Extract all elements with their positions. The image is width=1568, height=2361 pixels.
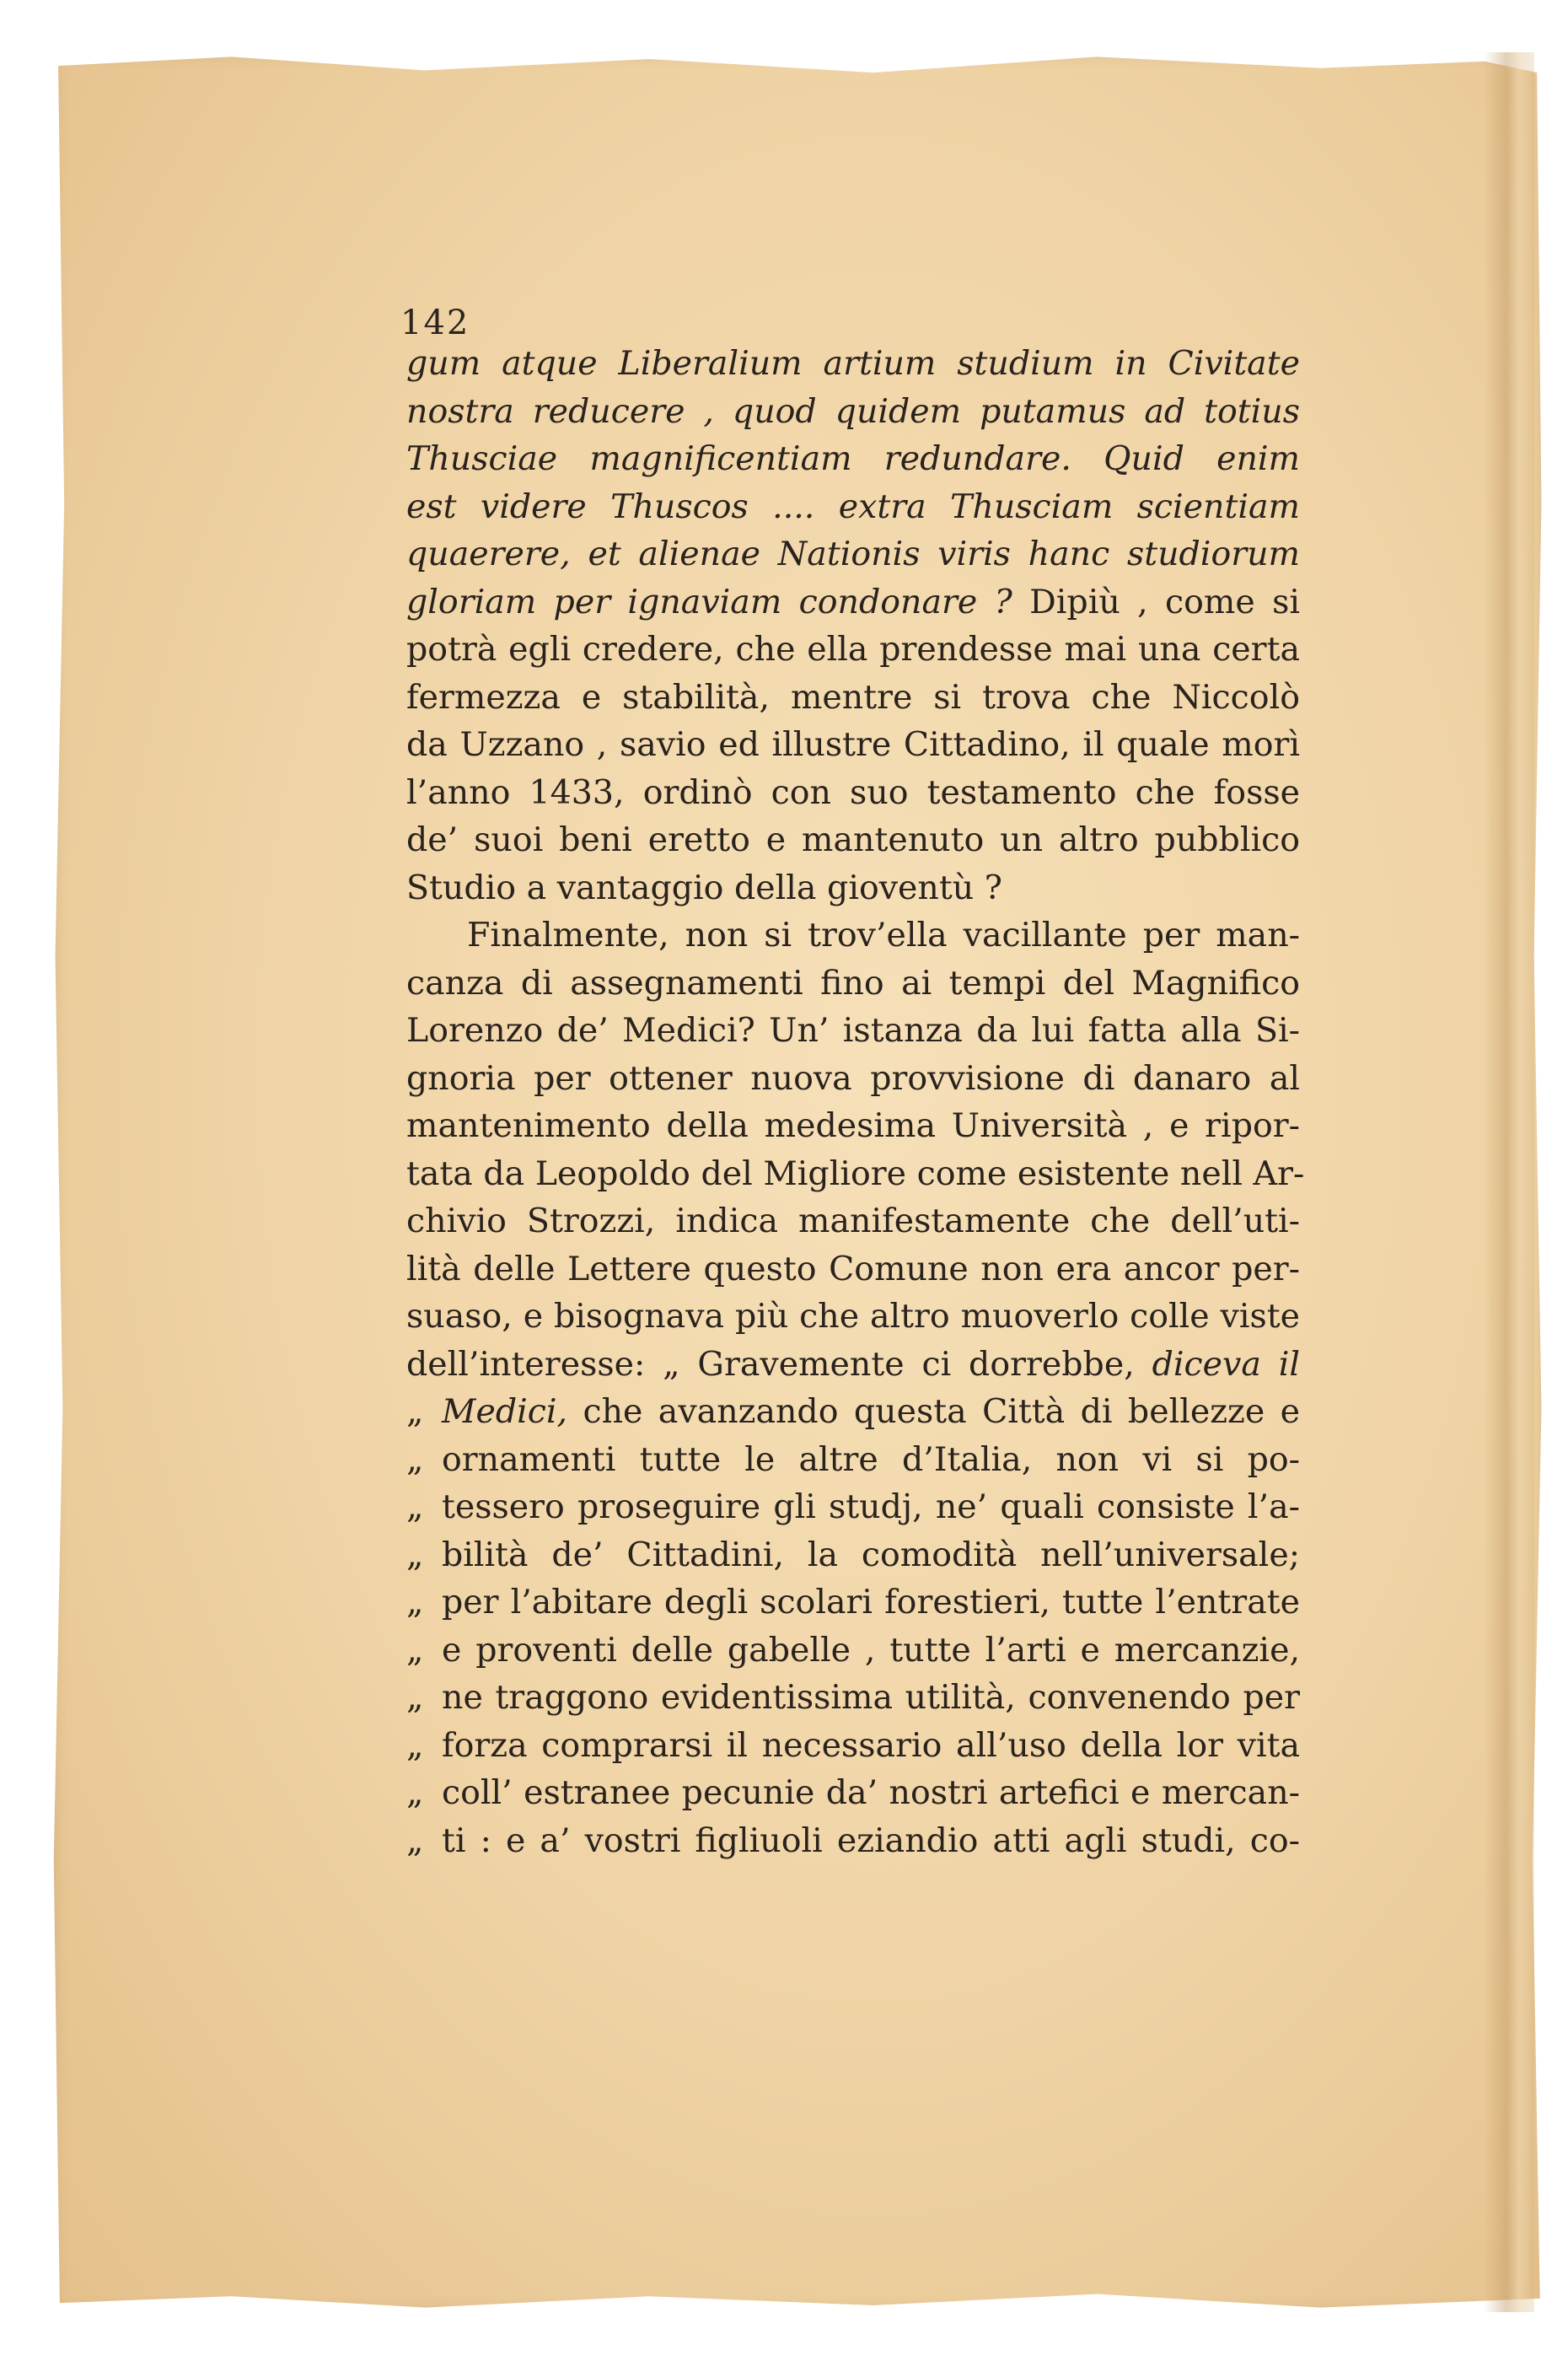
roman-text: gnoria per ottener nuova provvisione di danaro al: [406, 1058, 1300, 1098]
text-line: [406, 1578, 1300, 1627]
text-line: [406, 864, 1300, 912]
text-line: [406, 1150, 1305, 1198]
roman-text: potrà egli credere, che ella prendesse mai una certa: [406, 630, 1300, 669]
text-line: [406, 1197, 1300, 1245]
roman-text: che avanzando questa Città di bellezze e: [567, 1392, 1300, 1431]
roman-text: ti : e a’ vostri figliuoli eziandio atti agli studi, co-: [442, 1820, 1300, 1860]
text-line: [406, 1531, 1300, 1579]
roman-text: l’anno 1433, ordinò con suo testamento che fosse: [406, 772, 1300, 812]
text-line: [406, 1055, 1300, 1103]
text-line: [406, 435, 1300, 483]
text-line: [406, 1341, 1300, 1389]
text-line: [406, 1817, 1300, 1865]
page-fold-edge: [1484, 52, 1534, 2312]
italic-text: nostra reducere , quod quidem putamus ad totius: [406, 391, 1300, 431]
roman-text: coll’ estranee pecunie da’ nostri artefici e mercan-: [442, 1773, 1300, 1812]
text-line: [406, 960, 1300, 1008]
quote-mark: „: [406, 1678, 424, 1717]
italic-text: diceva il: [1134, 1344, 1300, 1384]
text-line: [406, 816, 1300, 864]
text-line: [406, 1293, 1300, 1341]
quote-mark: „: [406, 1820, 424, 1860]
text-line: [406, 674, 1300, 722]
text-line: [406, 1007, 1300, 1055]
quote-mark: „: [406, 1487, 424, 1526]
italic-text: gloriam per ignaviam condonare ?: [406, 582, 1012, 621]
quote-mark: „: [406, 1392, 424, 1431]
roman-text: ne traggono evidentissima utilità, convenendo per: [442, 1678, 1300, 1717]
roman-text: de’ suoi beni eretto e mantenuto un altro pubblico: [406, 820, 1300, 859]
quote-mark: „: [406, 1725, 424, 1765]
roman-text: Studio a vantaggio della gioventù ?: [406, 868, 1002, 907]
roman-text: lità delle Lettere questo Comune non era ancor per-: [406, 1249, 1300, 1288]
roman-text: ornamenti tutte le altre d’Italia, non vi si po-: [442, 1439, 1300, 1479]
text-line: [406, 340, 1300, 388]
quote-mark: „: [406, 1630, 424, 1670]
roman-text: da Uzzano , savio ed illustre Cittadino, il quale morì: [406, 725, 1300, 764]
roman-text: mantenimento della medesima Università , e ripor-: [406, 1106, 1300, 1145]
roman-text: fermezza e stabilità, mentre si trova che Niccolò: [406, 677, 1300, 717]
italic-text: quaerere, et alienae Nationis viris hanc studiorum: [406, 535, 1300, 573]
quote-mark: „: [406, 1773, 424, 1812]
text-line: [406, 1245, 1300, 1293]
text-line: [406, 1483, 1300, 1531]
roman-text: tata da Leopoldo del Migliore come esistente nell Ar-: [406, 1154, 1305, 1193]
roman-text: Dipiù , come si: [1012, 582, 1300, 621]
roman-text: bilità de’ Cittadini, la comodità nell’universale;: [442, 1535, 1300, 1574]
body-text: [406, 340, 1305, 1864]
text-line: [406, 1436, 1300, 1484]
text-line: [406, 1627, 1300, 1675]
roman-text: suaso, e bisognava più che altro muoverlo colle viste: [406, 1297, 1300, 1336]
text-line: [406, 1102, 1300, 1150]
text-line: [406, 1722, 1300, 1770]
text-line: [406, 769, 1300, 817]
text-line: [406, 912, 1300, 960]
quote-mark: „: [406, 1583, 424, 1622]
roman-text: e proventi delle gabelle , tutte l’arti e mercanzie,: [442, 1630, 1300, 1670]
text-line: [406, 578, 1300, 627]
roman-text: chivio Strozzi, indica manifestamente che dell’uti-: [406, 1202, 1300, 1240]
text-line: [406, 388, 1300, 436]
text-line: [406, 483, 1300, 531]
roman-text: forza comprarsi il necessario all’uso della lor vita: [442, 1725, 1300, 1765]
italic-text: gum atque Liberalium artium studium in Civitate: [406, 344, 1300, 383]
roman-text: per l’abitare degli scolari forestieri, tutte l’entrate: [442, 1583, 1300, 1622]
roman-text: canza di assegnamenti fino ai tempi del Magnifico: [406, 963, 1300, 1003]
quote-mark: „: [406, 1535, 424, 1574]
roman-text: dell’interesse: „ Gravemente ci dorrebbe,: [406, 1344, 1135, 1384]
text-line: [406, 721, 1300, 769]
roman-text: Lorenzo de’ Medici? Un’ istanza da lui fatta alla Si-: [406, 1011, 1300, 1050]
page-number: 142: [400, 304, 470, 342]
text-line: [406, 1674, 1300, 1722]
text-line: [406, 1769, 1300, 1817]
italic-text: Thusciae magnificentiam redundare. Quid enim: [406, 439, 1300, 478]
roman-text: Finalmente, non si trov’ella vacillante per man-: [467, 916, 1300, 955]
text-line: [406, 530, 1300, 578]
italic-text: est videre Thuscos .... extra Thusciam scientiam: [406, 487, 1300, 526]
italic-text: Medici,: [442, 1392, 568, 1431]
text-line: [406, 626, 1300, 674]
roman-text: tessero proseguire gli studj, ne’ quali consiste l’a-: [442, 1487, 1300, 1526]
text-line: [406, 1388, 1300, 1436]
quote-mark: „: [406, 1439, 424, 1479]
